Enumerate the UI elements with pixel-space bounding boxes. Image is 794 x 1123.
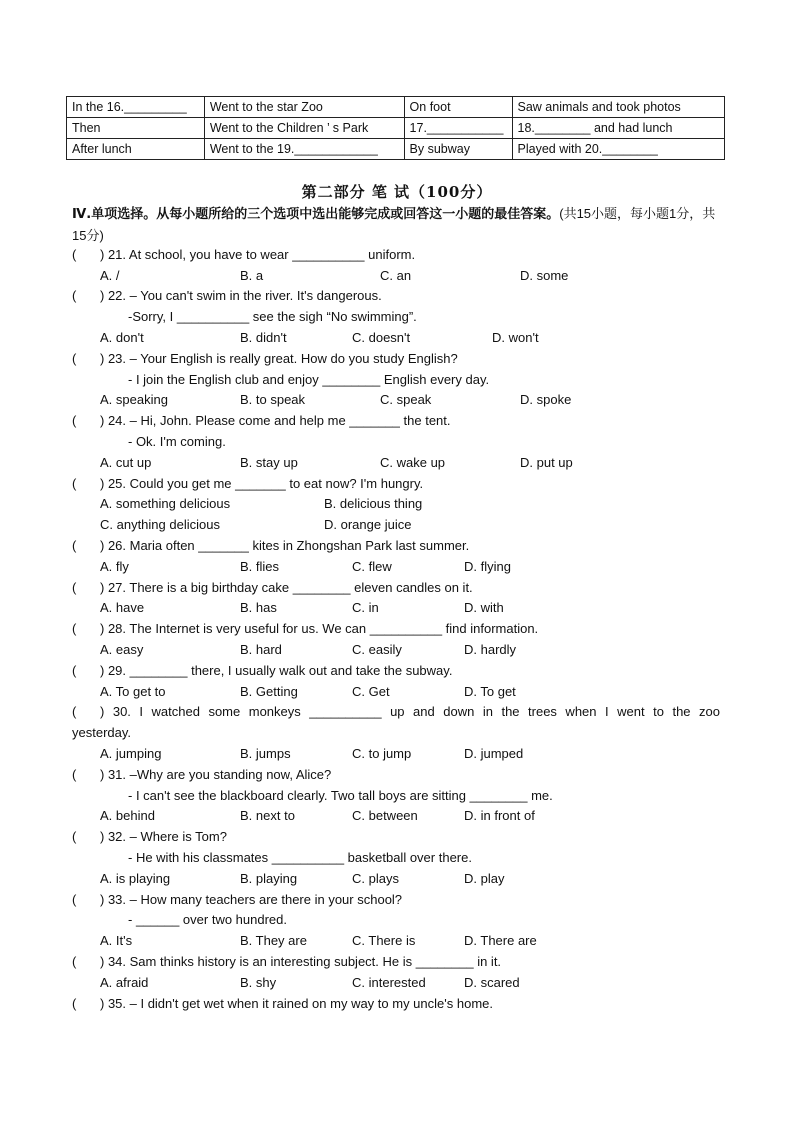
answer-paren: ( xyxy=(72,663,77,678)
option-d: D. won't xyxy=(492,330,539,345)
option-c: C. in xyxy=(352,600,379,615)
question-reply: - Ok. I'm coming. xyxy=(128,434,226,449)
option-d: D. jumped xyxy=(464,746,524,761)
answer-paren: ( xyxy=(72,351,77,366)
table-cell: 17.___________ xyxy=(404,118,512,139)
option-b: B. playing xyxy=(240,871,298,886)
question-stem: ) 28. The Internet is very useful for us. We can __________ find information. xyxy=(100,621,539,636)
option-b: B. next to xyxy=(240,808,295,823)
option-a: A. speaking xyxy=(100,392,168,407)
option-d: D. with xyxy=(464,600,504,615)
question-stem: ) 35. – I didn't get wet when it rained on my way to my uncle's home. xyxy=(100,996,493,1011)
question-reply: -Sorry, I __________ see the sigh “No swimming”. xyxy=(128,309,417,324)
option-c: C. wake up xyxy=(380,455,446,470)
option-a: A. easy xyxy=(100,642,144,657)
option-d: D. There are xyxy=(464,933,537,948)
instructions-bold: Ⅳ.单项选择。从每小题所给的三个选项中选出能够完成或回答这一小题的最佳答案。 xyxy=(72,207,560,222)
question-stem: ) 32. – Where is Tom? xyxy=(100,829,227,844)
option-a: A. behind xyxy=(100,808,155,823)
answer-paren: ( xyxy=(72,829,77,844)
answer-paren: ( xyxy=(72,288,77,303)
answer-paren: ( xyxy=(72,538,77,553)
option-a: A. have xyxy=(100,600,145,615)
table-cell: By subway xyxy=(404,139,512,160)
table-row xyxy=(67,97,725,118)
question-reply: - I can't see the blackboard clearly. Two tall boys are sitting ________ me. xyxy=(128,788,553,803)
option-b: B. hard xyxy=(240,642,282,657)
option-a: A. cut up xyxy=(100,455,152,470)
option-a: A. afraid xyxy=(100,975,149,990)
option-a: A. jumping xyxy=(100,746,162,761)
answer-paren: ( xyxy=(72,996,77,1011)
question-stem: ) 25. Could you get me _______ to eat now? I'm hungry. xyxy=(100,476,424,491)
option-d: D. spoke xyxy=(520,392,572,407)
option-c: C. easily xyxy=(352,642,402,657)
option-c: C. interested xyxy=(352,975,426,990)
table-cell: Played with 20.________ xyxy=(512,139,725,160)
table-cell: Then xyxy=(67,118,205,139)
table-cell: 18.________ and had lunch xyxy=(512,118,725,139)
option-c: C. to jump xyxy=(352,746,412,761)
option-a: A. / xyxy=(100,268,120,283)
answer-paren: ( xyxy=(72,247,77,262)
table-row xyxy=(67,139,725,160)
answer-paren: ( xyxy=(72,621,77,636)
question-stem: ) 26. Maria often _______ kites in Zhongshan Park last summer. xyxy=(100,538,470,553)
option-c: C. plays xyxy=(352,871,399,886)
option-d: D. hardly xyxy=(464,642,517,657)
question-continuation: yesterday. xyxy=(72,725,132,740)
instructions-scoring: (共15小题，每小题1分，共15分) xyxy=(72,206,716,243)
option-d: D. flying xyxy=(464,559,511,574)
question-stem: ) 27. There is a big birthday cake ________ eleven candles on it. xyxy=(100,580,473,595)
question-stem: ) 31. –Why are you standing now, Alice? xyxy=(100,767,332,782)
option-c: C. an xyxy=(380,268,412,283)
question-stem: ) 30. I watched some monkeys __________ up and down in the trees when I went to the zoo xyxy=(100,704,720,719)
option-b: B. delicious thing xyxy=(324,496,423,511)
table-cell: After lunch xyxy=(67,139,205,160)
table-cell: In the 16._________ xyxy=(67,97,205,118)
option-c: C. Get xyxy=(352,684,390,699)
option-a: A. is playing xyxy=(100,871,171,886)
option-d: D. To get xyxy=(464,684,516,699)
table-cell: Went to the 19.____________ xyxy=(204,139,404,160)
option-d: D. put up xyxy=(520,455,573,470)
section-title: 第二部分 笔 试（100分） xyxy=(301,183,493,201)
table-cell: Went to the Children ’ s Park xyxy=(204,118,404,139)
option-b: B. has xyxy=(240,600,277,615)
option-c: C. There is xyxy=(352,933,416,948)
option-c: C. anything delicious xyxy=(100,517,220,532)
question-stem: ) 34. Sam thinks history is an interesting subject. He is ________ in it. xyxy=(100,954,502,969)
option-a: A. It's xyxy=(100,933,133,948)
question-stem: ) 29. ________ there, I usually walk out and take the subway. xyxy=(100,663,453,678)
answer-paren: ( xyxy=(72,413,77,428)
table-row xyxy=(67,118,725,139)
answer-paren: ( xyxy=(72,767,77,782)
answer-paren: ( xyxy=(72,476,77,491)
question-reply: - He with his classmates __________ basketball over there. xyxy=(128,850,472,865)
option-c: C. speak xyxy=(380,392,432,407)
option-b: B. Getting xyxy=(240,684,298,699)
question-stem: ) 22. – You can't swim in the river. It's dangerous. xyxy=(100,288,382,303)
option-b: B. jumps xyxy=(240,746,291,761)
option-b: B. shy xyxy=(240,975,277,990)
option-a: A. fly xyxy=(100,559,129,574)
answer-paren: ( xyxy=(72,954,77,969)
option-a: A. something delicious xyxy=(100,496,231,511)
option-c: C. flew xyxy=(352,559,392,574)
option-d: D. some xyxy=(520,268,569,283)
option-d: D. in front of xyxy=(464,808,535,823)
answer-paren: ( xyxy=(72,580,77,595)
option-a: A. don't xyxy=(100,330,144,345)
table-cell: On foot xyxy=(404,97,512,118)
question-reply: - ______ over two hundred. xyxy=(128,912,287,927)
option-b: B. to speak xyxy=(240,392,306,407)
question-stem: ) 21. At school, you have to wear __________ uniform. xyxy=(100,247,416,262)
option-d: D. orange juice xyxy=(324,517,412,532)
answer-paren: ( xyxy=(72,704,77,719)
table-cell: Saw animals and took photos xyxy=(512,97,725,118)
section-instructions xyxy=(72,203,726,246)
option-d: D. play xyxy=(464,871,505,886)
option-a: A. To get to xyxy=(100,684,166,699)
trip-table xyxy=(66,96,725,160)
option-b: B. stay up xyxy=(240,455,298,470)
question-reply: - I join the English club and enjoy ________ English every day. xyxy=(128,372,490,387)
option-c: C. between xyxy=(352,808,418,823)
option-b: B. They are xyxy=(240,933,307,948)
question-stem: ) 33. – How many teachers are there in your school? xyxy=(100,892,403,907)
option-c: C. doesn't xyxy=(352,330,411,345)
answer-paren: ( xyxy=(72,892,77,907)
option-d: D. scared xyxy=(464,975,520,990)
question-stem: ) 23. – Your English is really great. How do you study English? xyxy=(100,351,458,366)
table-cell: Went to the star Zoo xyxy=(204,97,404,118)
option-b: B. a xyxy=(240,268,264,283)
option-b: B. didn't xyxy=(240,330,287,345)
question-stem: ) 24. – Hi, John. Please come and help me _______ the tent. xyxy=(100,413,451,428)
option-b: B. flies xyxy=(240,559,280,574)
